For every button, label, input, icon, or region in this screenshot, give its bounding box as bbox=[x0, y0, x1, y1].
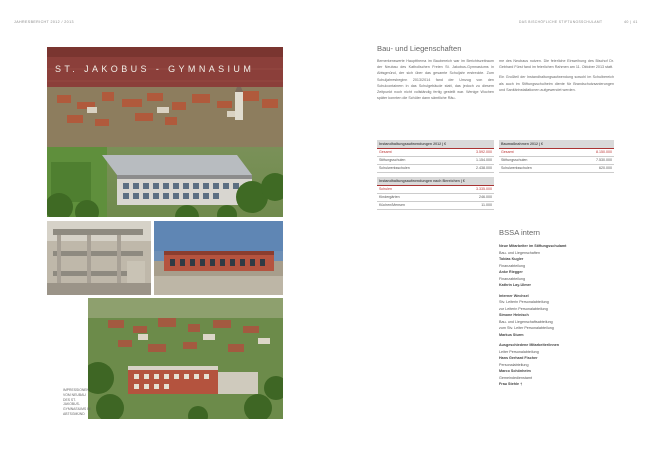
caption-line-2: VOM NEUBAU bbox=[63, 392, 86, 397]
caption-line-5: ABTSGMÜND bbox=[63, 411, 85, 416]
table-cell-label: Küchen/Mensen bbox=[377, 201, 447, 209]
table-cell-label: Schulwerksschulen bbox=[499, 164, 572, 172]
list-item-name: Tobias Kugler bbox=[499, 257, 524, 261]
table-cell-value: 8.150.000 bbox=[572, 149, 614, 157]
caption-line-1: IMPRESSIONEN bbox=[63, 388, 89, 392]
running-head-left: JAHRESBERICHT 2012 / 2013 bbox=[14, 20, 74, 24]
caption-line-4: GYMNASIUMS IN bbox=[63, 407, 91, 412]
running-head-right: DAS BISCHÖFLICHE STIFTUNGSSCHULAMT bbox=[519, 20, 603, 24]
list-item: zum Stv. Leiter Personalabteilung bbox=[499, 326, 554, 330]
list-item: zur Leiterin Personalabteilung bbox=[499, 306, 548, 311]
list-item: Finanzabteilung bbox=[499, 276, 526, 281]
list-item: Personalabteilung bbox=[499, 362, 529, 367]
table-cell-value: 1.154.000 bbox=[451, 156, 494, 164]
list-item: Stv. Leiterin Personalabteilung bbox=[499, 300, 549, 304]
table-instandhaltung-bereiche bbox=[377, 177, 494, 210]
list-item-name: Markus Sturm bbox=[499, 332, 524, 337]
table-cell-label: Stiftungsschulen bbox=[499, 156, 572, 164]
photo-caption bbox=[63, 388, 93, 417]
table-cell-value: 11.000 bbox=[447, 201, 494, 209]
list-item-name: Kathrin Lay-Ulmer bbox=[499, 283, 531, 287]
section-title-bau: Bau- und Liegenschaften bbox=[377, 44, 462, 53]
construction-photo bbox=[47, 221, 151, 295]
bau-paragraph-1: Bemerkenswerte Hauptthema im Baubereich war im Berichtszeitraum der Neubau des Katholischen Freien St. Jakobus-Gymnasiums in Abtsgmünd, der sich über das gesamte Schuljahr erstreckte. Zum Schuljahresbeginn 2013/2014 fand der Umzug von den Schulcontainern in das Schulgebäude statt, das jedoch zu diesem Zeitpunkt noch nicht vollständig fertig gestellt war. Wenige Wochen später konnten die Schüler dann sämtliche Räu- bbox=[377, 59, 494, 101]
table-cell-value: 620.000 bbox=[572, 164, 614, 172]
group-title-new-staff: Neue Mitarbeiter im Stiftungsschulamt bbox=[499, 244, 567, 248]
list-item: Bau- und Liegenschaften bbox=[499, 250, 541, 255]
caption-line-3: DES ST. JAKOBUS- bbox=[63, 397, 80, 407]
list-item: Gemeindedienstamt bbox=[499, 375, 533, 380]
table-cell-label: Schulwerksschulen bbox=[377, 164, 451, 172]
list-item-name: Marco Schönheim bbox=[499, 369, 531, 373]
table-cell-value: 3.592.000 bbox=[451, 149, 494, 157]
list-item: Leiter Personalabteilung bbox=[499, 349, 539, 354]
table-cell-value: 246.000 bbox=[447, 193, 494, 201]
table-cell-label: Schulen bbox=[377, 186, 447, 194]
group-title-internal-change: Interner Wechsel bbox=[499, 293, 529, 298]
facade-lettering: ST. JAKOBUS - GYMNASIUM bbox=[55, 64, 255, 74]
list-item-name: Hans Gerhard Fischer bbox=[499, 356, 538, 360]
bau-text-column-2 bbox=[499, 58, 614, 97]
school-aerial-photo bbox=[47, 47, 283, 217]
table-cell-label: Stiftungsschulen bbox=[377, 156, 451, 164]
intern-list bbox=[499, 243, 619, 388]
table-cell-label: Gesamt bbox=[377, 149, 451, 157]
table-header: Instandhaltungsaufwendungen 2012 | € bbox=[377, 140, 494, 149]
bau-paragraph-3: Ein Großteil der Instandhaltungsaufwendung sowohl im Schulbereich als auch im Stiftungsschulheim diente für Brandschutzsanierungen und Sanitärinstallationen aufgewendet werden. bbox=[499, 75, 614, 92]
table-cell-value: 2.438.000 bbox=[451, 164, 494, 172]
list-item-name: Simone Heinisch bbox=[499, 313, 529, 317]
list-item-name: Frau Stehle † bbox=[499, 382, 523, 386]
table-cell-label: Kindergärten bbox=[377, 193, 447, 201]
bau-paragraph-2: me des Neubaus nutzen. Die feierliche Einweihung des Bischof Dr. Gebhard Fürst fand im feierlichen Rahmen am 11. Oktober 2013 statt. bbox=[499, 59, 614, 70]
building-photo bbox=[154, 221, 283, 295]
table-cell-value: 3.335.000 bbox=[447, 186, 494, 194]
list-item-name: Anke Riegger bbox=[499, 270, 523, 274]
list-item: Bau- und Liegenschaftsabteilung bbox=[499, 319, 553, 324]
table-baumassnahmen-2012 bbox=[499, 140, 614, 173]
table-header: Instandhaltungsaufwendungen nach Bereichen | € bbox=[377, 177, 494, 186]
page-numbers: 40 | 41 bbox=[624, 20, 638, 24]
table-cell-label: Gesamt bbox=[499, 149, 572, 157]
group-title-departed-staff: Ausgeschiedene Mitarbeiter/innen bbox=[499, 343, 560, 347]
list-item: Finanzabteilung bbox=[499, 263, 526, 268]
table-header: Baumaßnahmen 2012 | € bbox=[499, 140, 614, 149]
bau-text-column-1 bbox=[377, 58, 494, 105]
table-instandhaltung-2012 bbox=[377, 140, 494, 173]
section-title-intern: BSSA intern bbox=[499, 228, 540, 237]
town-view-photo bbox=[88, 298, 283, 419]
table-cell-value: 7.530.000 bbox=[572, 156, 614, 164]
